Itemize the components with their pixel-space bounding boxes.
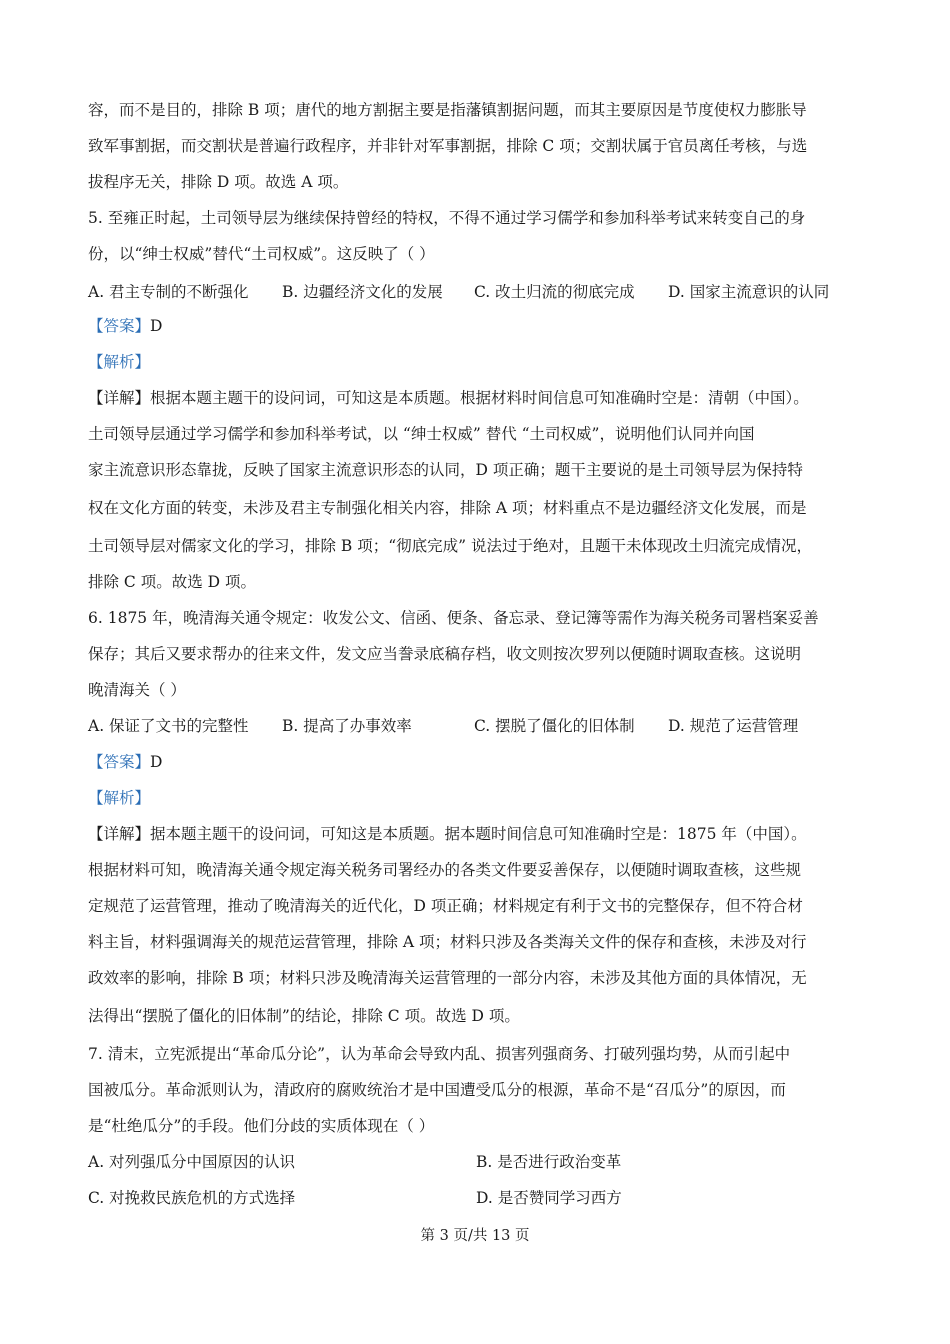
question-7-stem: 是“杜绝瓜分”的手段。他们分歧的实质体现在（ ）	[88, 1117, 435, 1135]
option-d: D. 国家主流意识的认同	[668, 283, 830, 301]
explanation-line: 权在文化方面的转变，未涉及君主专制强化相关内容，排除 A 项；材料重点不是边疆经济文化发展，而是	[88, 499, 807, 517]
option-b: B. 提高了办事效率	[282, 717, 412, 735]
answer-line	[88, 316, 878, 336]
answer-line	[88, 752, 878, 772]
option-a: A. 保证了文书的完整性	[88, 717, 249, 735]
question-5-stem: 份，以“绅士权威”替代“土司权威”。这反映了（ ）	[88, 245, 435, 263]
analysis-label: 【解析】	[88, 789, 151, 807]
answer-value: D	[150, 753, 163, 771]
text-line: 拔程序无关，排除 D 项。故选 A 项。	[88, 173, 349, 191]
question-6-stem: 6. 1875 年，晚清海关通令规定：收发公文、信函、便条、备忘录、登记簿等需作为海关税务司署档案妥善	[88, 609, 819, 627]
option-b: B. 边疆经济文化的发展	[282, 283, 443, 301]
analysis-line	[88, 352, 878, 372]
explanation-line: 土司领导层对儒家文化的学习，排除 B 项；“彻底完成” 说法过于绝对，且题干未体现改土归流完成情况，	[88, 537, 813, 555]
explanation-line: 家主流意识形态靠拢，反映了国家主流意识形态的认同，D 项正确；题干主要说的是土司领导层为保持特	[88, 461, 803, 479]
explanation-line: 料主旨，材料强调海关的规范运营管理，排除 A 项；材料只涉及各类海关文件的保存和查核，未涉及对行	[88, 933, 807, 951]
explanation-line: 【详解】据本题主题干的设问词，可知这是本质题。据本题时间信息可知准确时空是：1875 年（中国）。	[88, 825, 807, 843]
analysis-label: 【解析】	[88, 353, 151, 371]
explanation-line: 根据材料可知，晚清海关通令规定海关税务司署经办的各类文件要妥善保存，以便随时调取查核，这些规	[88, 861, 802, 879]
page-number-footer: 第 3 页/共 13 页	[420, 1228, 530, 1244]
question-7-stem: 7. 清末，立宪派提出“革命瓜分论”，认为革命会导致内乱、损害列强商务、打破列强均势，从而引起中	[88, 1045, 791, 1063]
explanation-line: 定规范了运营管理，推动了晚清海关的近代化，D 项正确；材料规定有利于文书的完整保存，但不符合材	[88, 897, 803, 915]
explanation-line: 法得出“摆脱了僵化的旧体制”的结论，排除 C 项。故选 D 项。	[88, 1007, 520, 1025]
question-6-stem: 晚清海关（ ）	[88, 681, 186, 699]
question-7-stem: 国被瓜分。革命派则认为，清政府的腐败统治才是中国遭受瓜分的根源，革命不是“召瓜分”的原因，而	[88, 1081, 786, 1099]
option-d: D. 规范了运营管理	[668, 717, 799, 735]
text-line: 致军事割据，而交割状是普遍行政程序，并非针对军事割据，排除 C 项；交割状属于官员离任考核，与选	[88, 137, 808, 155]
option-b: B. 是否进行政治变革	[476, 1153, 622, 1171]
option-c: C. 对挽救民族危机的方式选择	[88, 1189, 296, 1207]
option-c: C. 改土归流的彻底完成	[474, 283, 635, 301]
explanation-line: 土司领导层通过学习儒学和参加科举考试，以 “绅士权威” 替代 “土司权威”，说明他们认同并向国	[88, 425, 755, 443]
question-6-stem: 保存；其后又要求帮办的往来文件，发文应当誊录底稿存档，收文则按次罗列以便随时调取查核。这说明	[88, 645, 802, 663]
option-a: A. 君主专制的不断强化	[88, 283, 249, 301]
option-a: A. 对列强瓜分中国原因的认识	[88, 1153, 296, 1171]
answer-label: 【答案】	[88, 753, 151, 771]
explanation-line: 排除 C 项。故选 D 项。	[88, 573, 256, 591]
option-c: C. 摆脱了僵化的旧体制	[474, 717, 635, 735]
answer-value: D	[150, 317, 163, 335]
analysis-line	[88, 788, 878, 808]
explanation-line: 政效率的影响，排除 B 项；材料只涉及晚清海关运营管理的一部分内容，未涉及其他方面的具体情况，无	[88, 969, 807, 987]
explanation-line: 【详解】根据本题主题干的设问词，可知这是本质题。根据材料时间信息可知准确时空是：清朝（中国）。	[88, 389, 809, 407]
text-line: 容，而不是目的，排除 B 项；唐代的地方割据主要是指藩镇割据问题，而其主要原因是节度使权力膨胀导	[88, 101, 807, 119]
question-5-stem: 5. 至雍正时起，土司领导层为继续保持曾经的特权，不得不通过学习儒学和参加科举考试来转变自己的身	[88, 209, 806, 227]
answer-label: 【答案】	[88, 317, 151, 335]
option-d: D. 是否赞同学习西方	[476, 1189, 622, 1207]
